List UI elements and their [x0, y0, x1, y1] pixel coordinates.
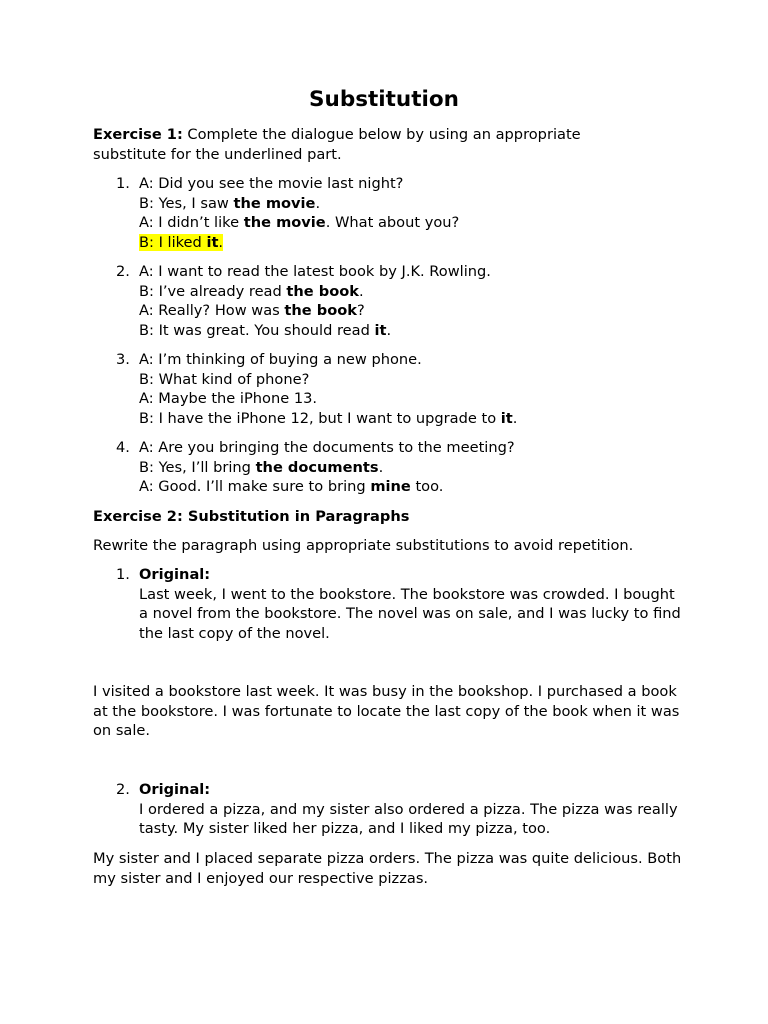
list-number: 1. — [116, 175, 130, 192]
exercise1-instructions — [93, 125, 683, 164]
dialogue-line-highlighted — [139, 233, 683, 253]
dialogue-line: B: It was great. You should read it. — [139, 321, 392, 339]
dialogue-line: B: I have the iPhone 12, but I want to upgrade to it. — [139, 409, 518, 427]
original-label: Original: — [139, 781, 211, 798]
answer-paragraph-2: My sister and I placed separate pizza orders. The pizza was quite delicious. Both my sister and I enjoyed our respective pizzas. — [93, 850, 682, 887]
exercise2-instructions: Rewrite the paragraph using appropriate substitutions to avoid repetition. — [93, 537, 634, 554]
dialogue-line: B: I’ve already read the book. — [139, 282, 364, 300]
exercise2-heading: Exercise 2: Substitution in Paragraphs — [93, 508, 410, 525]
dialogue-line: A: Did you see the movie last night? — [139, 175, 404, 192]
dialogue-line: A: Maybe the iPhone 13. — [139, 390, 318, 408]
dialogue-line: A: Good. I’ll make sure to bring mine too. — [139, 478, 444, 496]
list-number: 2. — [116, 781, 130, 798]
text-highlight: B: I liked it. — [139, 233, 224, 251]
exercise1-instr-part2: substitute for the underlined part. — [93, 145, 342, 163]
dialogue-line: A: Really? How was the book? — [139, 302, 365, 320]
list-number: 3. — [116, 351, 130, 368]
original-text: Last week, I went to the bookstore. The bookstore was crowded. I bought a novel from the bookstore. The novel was on sale, and I was lucky to find the last copy of the novel. — [139, 585, 681, 642]
dialogue-line: B: What kind of phone? — [139, 370, 310, 388]
dialogue-line: A: I’m thinking of buying a new phone. — [139, 351, 422, 368]
list-number: 2. — [116, 263, 130, 280]
dialogue-line: B: Yes, I’ll bring the documents. — [139, 458, 384, 476]
dialogue-line: B: Yes, I saw the movie. — [139, 194, 321, 212]
dialogue-line: A: I didn’t like the movie. What about you? — [139, 214, 460, 232]
original-text: I ordered a pizza, and my sister also ordered a pizza. The pizza was really tasty. My sister liked her pizza, and I liked my pizza, too. — [139, 800, 678, 838]
page-title: Substitution — [309, 87, 459, 112]
list-number: 4. — [116, 439, 130, 456]
exercise1-label: Exercise 1: — [93, 126, 183, 143]
dialogue-line: A: Are you bringing the documents to the meeting? — [139, 439, 515, 456]
answer-paragraph-1: I visited a bookstore last week. It was busy in the bookshop. I purchased a book at the bookstore. I was fortunate to locate the last copy of the book when it was on sale. — [93, 683, 680, 740]
original-label: Original: — [139, 566, 211, 583]
exercise1-instr-part1: Complete the dialogue below by using an appropriate — [182, 126, 581, 143]
dialogue-line: A: I want to read the latest book by J.K. Rowling. — [139, 263, 491, 280]
list-number: 1. — [116, 566, 130, 583]
